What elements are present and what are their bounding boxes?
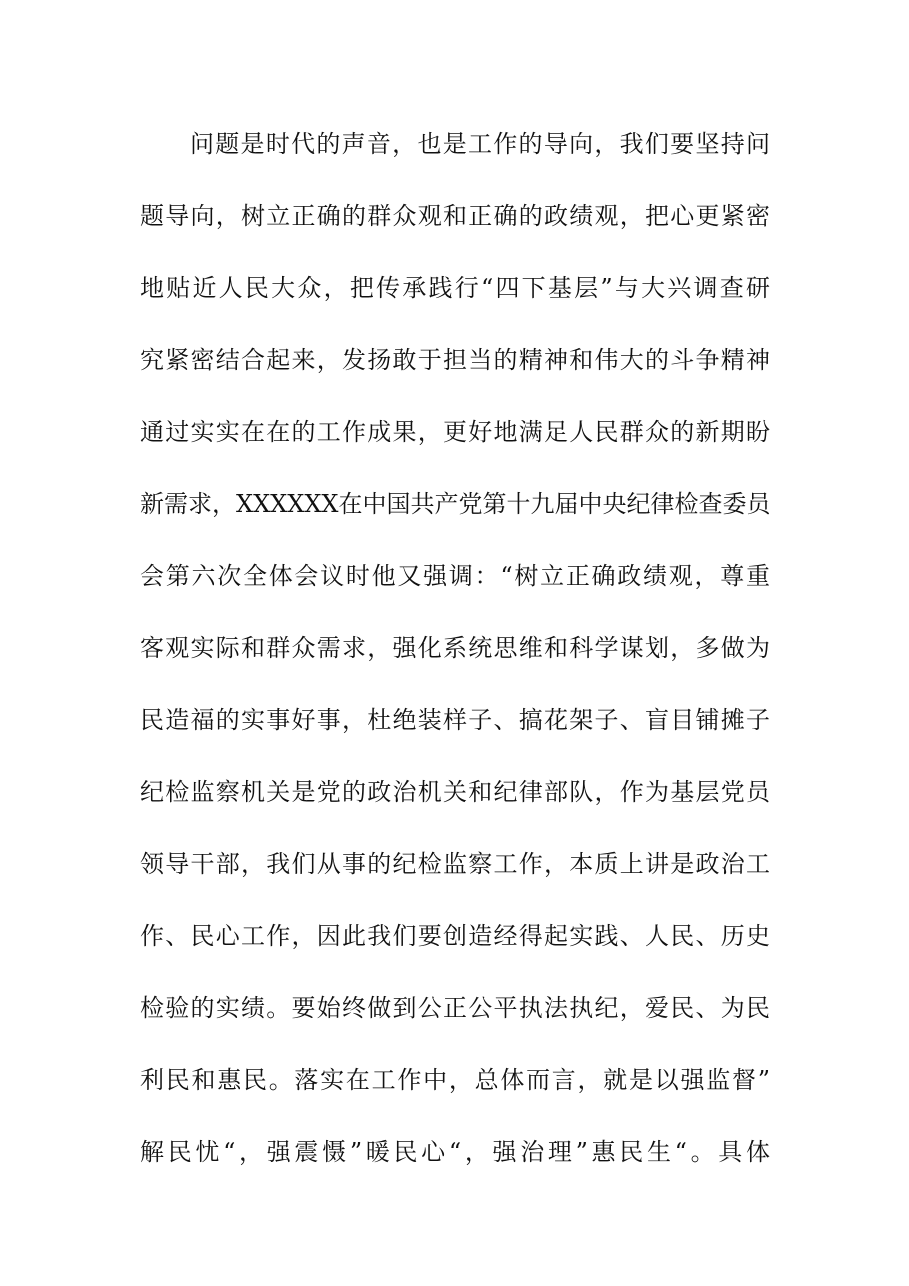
text-line-3: 地贴近人民大众，把传承践行“四下基层”与大兴调查研 <box>140 274 770 302</box>
text-line-7: 会第六次全体会议时他又强调：“树立正确政绩观，尊重 <box>140 562 770 590</box>
text-line-15: 解民忧“，强震慑”暖民心“，强治理”惠民生“。具体 <box>140 1138 770 1166</box>
text-line-4: 究紧密结合起来，发扬敢于担当的精神和伟大的斗争精神 <box>140 346 770 374</box>
text-line-8: 客观实际和群众需求，强化系统思维和科学谋划，多做为 <box>140 634 770 662</box>
text-line-2: 题导向，树立正确的群众观和正确的政绩观，把心更紧密 <box>140 202 770 230</box>
text-line-5: 通过实实在在的工作成果，更好地满足人民群众的新期盼 <box>140 418 770 446</box>
text-line-13: 检验的实绩。要始终做到公正公平执法执纪，爱民、为民 <box>140 994 770 1022</box>
text-line-9: 民造福的实事好事，杜绝装样子、搞花架子、盲目铺摊子 <box>140 706 770 734</box>
text-line-12: 作、民心工作，因此我们要创造经得起实践、人民、历史 <box>140 922 770 950</box>
text-line-10: 纪检监察机关是党的政治机关和纪律部队，作为基层党员 <box>140 778 770 806</box>
text-line-14: 利民和惠民。落实在工作中，总体而言，就是以强监督” <box>140 1066 770 1094</box>
text-line-11: 领导干部，我们从事的纪检监察工作，本质上讲是政治工 <box>140 850 770 878</box>
text-line-1: 问题是时代的声音，也是工作的导向，我们要坚持问 <box>190 130 770 158</box>
text-line-6: 新需求，XXXXXX在中国共产党第十九届中央纪律检查委员 <box>140 490 771 518</box>
